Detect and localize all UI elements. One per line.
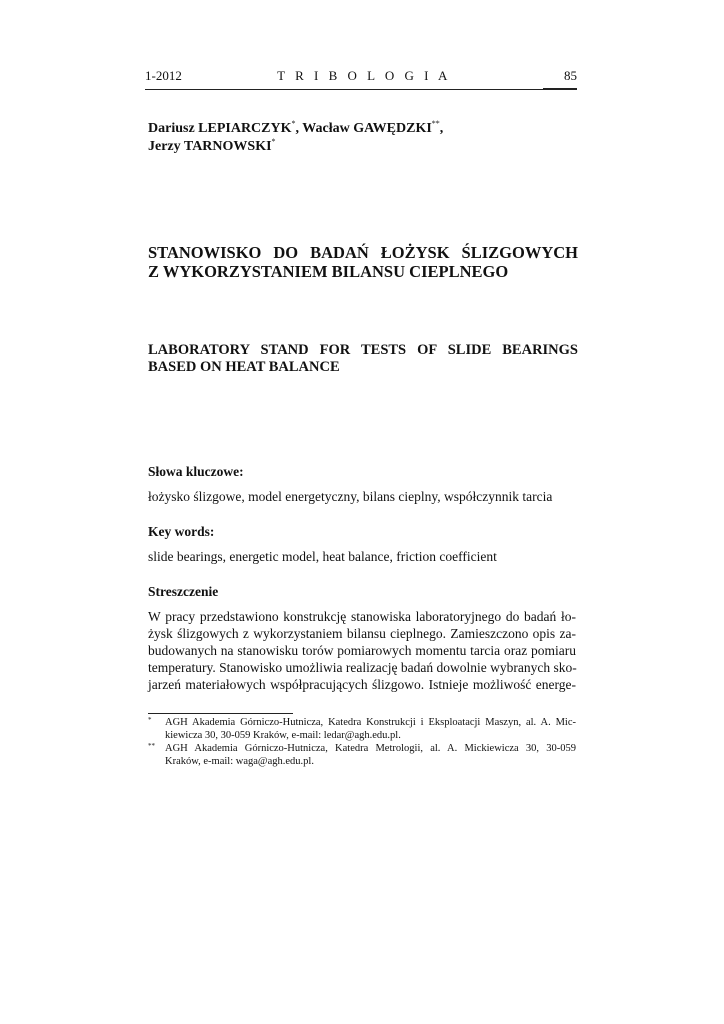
footnote <box>148 716 576 742</box>
footnote-line: Kraków, e-mail: waga@agh.edu.pl. <box>165 756 314 767</box>
footnote-line: kiewicza 30, 30-059 Kraków, e-mail: ledar@agh.edu.pl. <box>165 730 401 741</box>
footnote-rule <box>148 713 293 714</box>
abstract-line: jarzeń materiałowych współpracujących ślizgowo. Istnieje możliwość energe- <box>148 677 576 692</box>
author-list <box>148 120 443 156</box>
author-line-2 <box>148 138 443 156</box>
footnote-mark: ** <box>148 742 155 750</box>
title-line: LABORATORY STAND FOR TESTS OF SLIDE BEARINGS <box>148 342 578 358</box>
header-rule-accent <box>543 88 577 90</box>
abstract-line: temperatury. Stanowisko umożliwia realizację badań dowolnie wybranych sko- <box>148 660 577 675</box>
footnote-line: AGH Akademia Górniczo-Hutnicza, Katedra Metrologii, al. A. Mickiewicza 30, 30-059 <box>165 743 576 754</box>
author-separator: , <box>439 121 444 136</box>
author-name: Jerzy TARNOWSKI <box>148 139 272 154</box>
author-separator: , <box>295 121 303 136</box>
title-line: BASED ON HEAT BALANCE <box>148 359 340 375</box>
footnotes <box>148 716 576 768</box>
affiliation-mark: ** <box>431 119 440 128</box>
keywords-pl-text: łożysko ślizgowe, model energetyczny, bilans cieplny, współczynnik tarcia <box>148 489 553 504</box>
footnote-line: AGH Akademia Górniczo-Hutnicza, Katedra Konstrukcji i Eksploatacji Maszyn, al. A. Mic- <box>165 717 576 728</box>
title-english <box>148 342 578 376</box>
footnote-mark: * <box>148 716 152 724</box>
keywords-pl-heading: Słowa kluczowe: <box>148 464 244 479</box>
header-rule <box>145 89 577 90</box>
journal-name: T R I B O L O G I A <box>277 68 451 83</box>
abstract-heading: Streszczenie <box>148 584 219 599</box>
page-number: 85 <box>564 68 577 83</box>
abstract-line: W pracy przedstawiono konstrukcję stanowiska laboratoryjnego do badań ło- <box>148 609 576 624</box>
title-line: STANOWISKO DO BADAŃ ŁOŻYSK ŚLIZGOWYCH <box>148 243 578 262</box>
footnote <box>148 742 576 768</box>
author-line-1 <box>148 120 443 138</box>
issue-number: 1-2012 <box>145 68 182 83</box>
keywords-en-heading: Key words: <box>148 524 215 539</box>
author-name: Dariusz LEPIARCZYK <box>148 121 292 136</box>
title-polish <box>148 243 578 281</box>
abstract-line: żysk ślizgowych z wykorzystaniem bilansu cieplnego. Zamieszczono opis za- <box>148 626 576 641</box>
affiliation-mark: * <box>291 119 296 128</box>
title-line: Z WYKORZYSTANIEM BILANSU CIEPLNEGO <box>148 262 509 281</box>
keywords-en-text: slide bearings, energetic model, heat balance, friction coefficient <box>148 549 497 564</box>
abstract-body <box>148 608 576 693</box>
affiliation-mark: * <box>271 137 276 146</box>
author-name: Wacław GAWĘDZKI <box>302 121 432 136</box>
abstract-line: budowanych na stanowisku torów pomiarowych momentu tarcia oraz pomiaru <box>148 643 576 658</box>
